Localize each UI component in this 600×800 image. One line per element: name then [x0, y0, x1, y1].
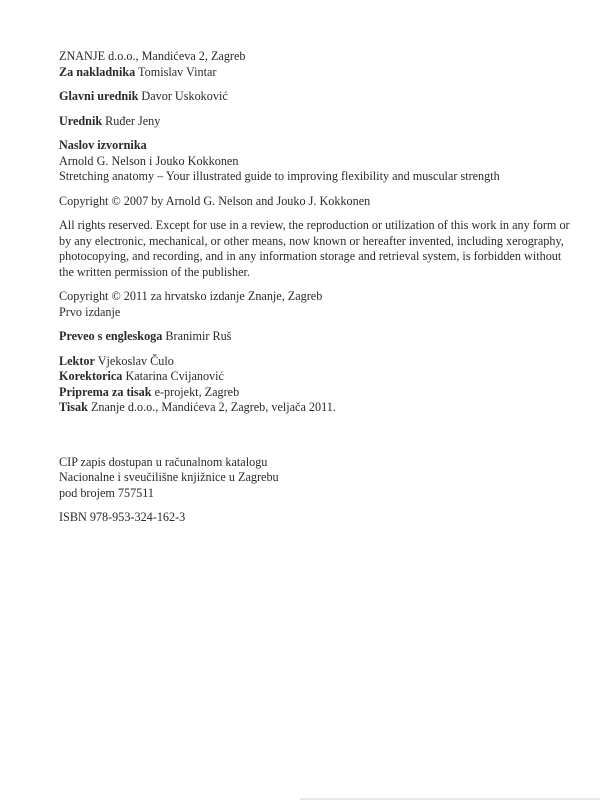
credit-prepress — [59, 385, 584, 401]
cip-line: CIP zapis dostupan u računalnom katalogu — [59, 454, 268, 469]
editor-in-chief — [59, 89, 584, 105]
for-publisher-label: Za nakladnika — [59, 64, 136, 79]
isbn: ISBN 978-953-324-162-3 — [59, 510, 186, 524]
credit-label: Lektor — [59, 353, 95, 368]
copyright-page — [59, 49, 584, 526]
credit-print — [59, 400, 584, 416]
editor-in-chief-label: Glavni urednik — [59, 89, 139, 103]
publisher-line: ZNANJE d.o.o., Mandićeva 2, Zagreb — [59, 49, 246, 63]
for-publisher-value: Tomislav Vintar — [138, 64, 217, 79]
rights-line: the written permission of the publisher. — [59, 264, 250, 279]
original-title: Stretching anatomy – Your illustrated guide to improving flexibility and muscular strength — [59, 169, 500, 183]
copyright-croatian: Copyright © 2011 za hrvatsko izdanje Znanje, Zagreb — [59, 289, 323, 303]
cip-line: Nacionalne i sveučilišne knjižnice u Zagrebu — [59, 470, 279, 484]
credit-label: Tisak — [59, 400, 88, 414]
editor-label: Urednik — [59, 113, 103, 128]
translator — [59, 329, 584, 345]
credit-value: Znanje d.o.o., Mandićeva 2, Zagreb, veljača 2011. — [90, 400, 336, 414]
original-title-label: Naslov izvornika — [59, 138, 147, 152]
rights-line: All rights reserved. Except for use in a review, the reproduction or utilization of this work in any form or — [59, 218, 570, 232]
rights-paragraph — [59, 218, 584, 280]
original-authors: Arnold G. Nelson i Jouko Kokkonen — [59, 153, 239, 168]
credit-value: Katarina Cvijanović — [125, 369, 224, 383]
translator-label: Preveo s engleskoga — [59, 329, 163, 343]
editor — [59, 114, 584, 130]
credit-value: Vjekoslav Čulo — [97, 353, 174, 368]
credit-corrector — [59, 369, 584, 385]
credit-label: Priprema za tisak — [59, 384, 152, 399]
cip-record — [59, 455, 584, 502]
editor-value: Ruđer Jeny — [105, 113, 161, 128]
credits-list — [59, 354, 584, 416]
credit-proofreader — [59, 354, 584, 370]
cip-line: pod brojem 757511 — [59, 485, 155, 500]
rights-line: photocopying, and recording, and in any information storage and retrieval system, is forbidden without — [59, 249, 562, 263]
rights-line: by any electronic, mechanical, or other means, now known or hereafter invented, including xerography, — [59, 233, 564, 248]
translator-value: Branimir Ruš — [165, 329, 232, 343]
for-publisher — [59, 65, 584, 81]
editor-in-chief-value: Davor Uskoković — [141, 89, 228, 103]
credit-label: Korektorica — [59, 369, 123, 383]
edition: Prvo izdanje — [59, 304, 121, 319]
copyright-original: Copyright © 2007 by Arnold G. Nelson and Jouko J. Kokkonen — [59, 193, 371, 208]
credit-value: e-projekt, Zagreb — [154, 384, 240, 399]
